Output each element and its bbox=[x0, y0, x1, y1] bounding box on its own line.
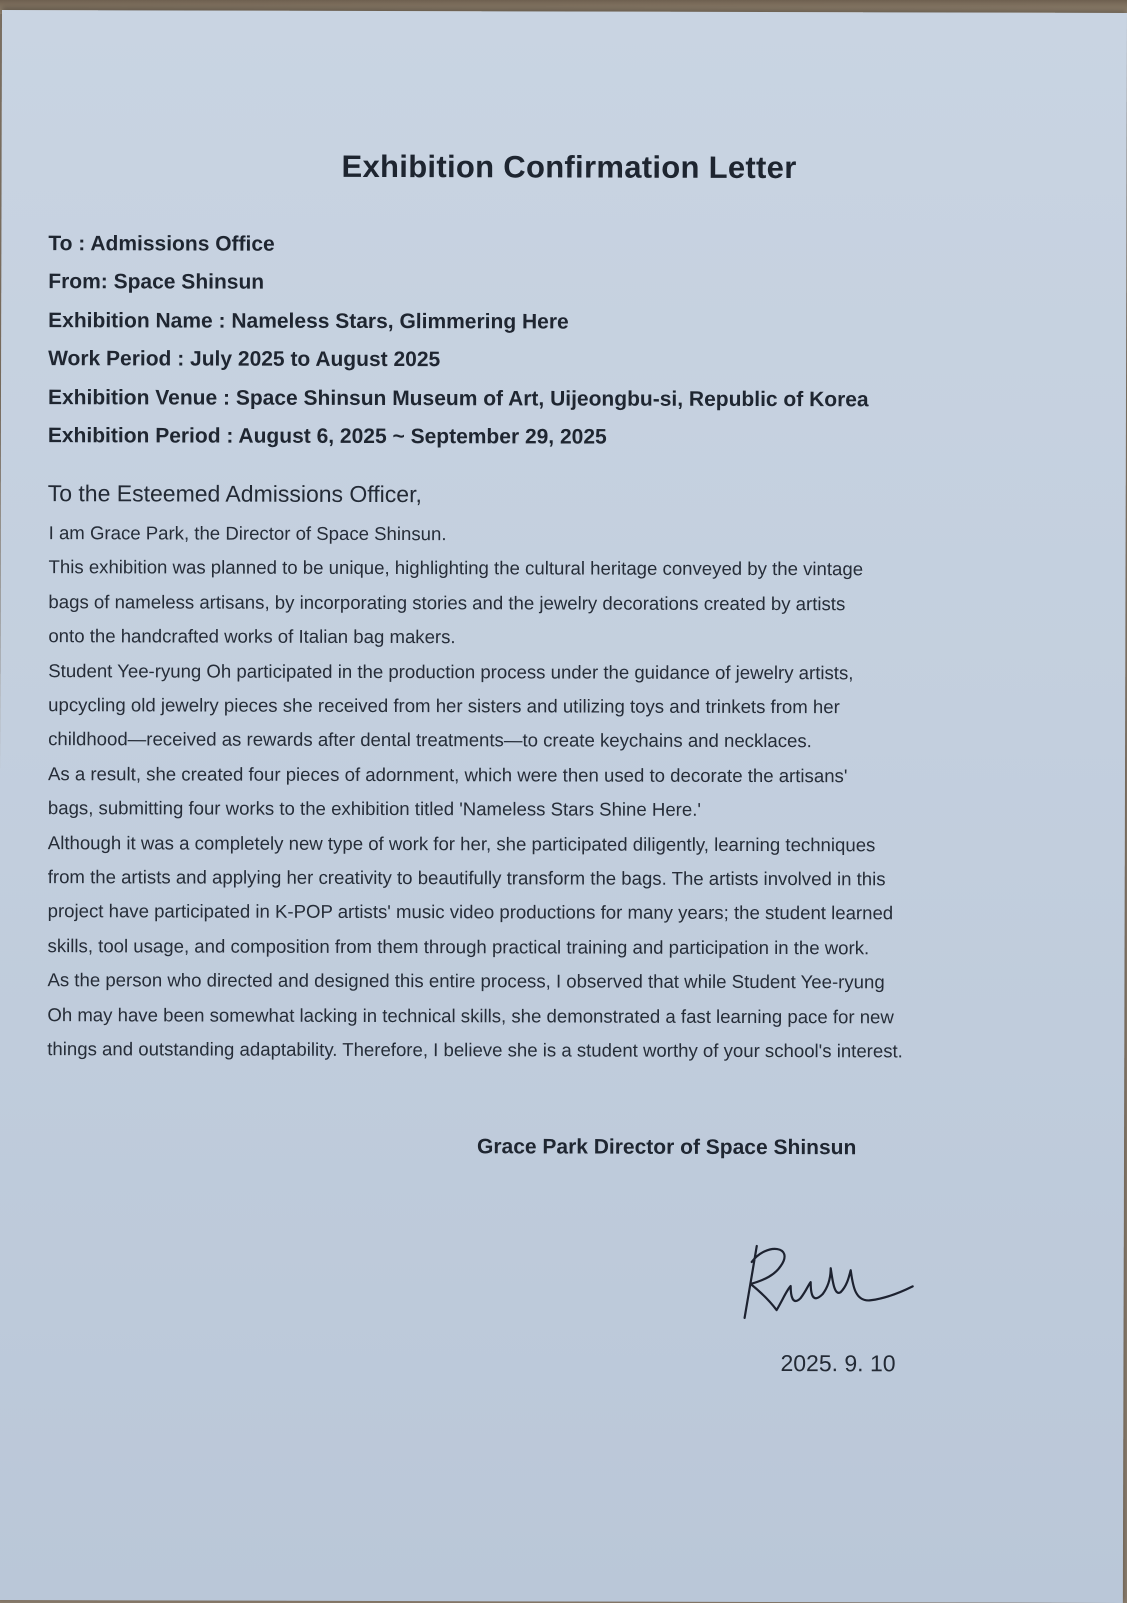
body-line: from the artists and applying her creativity to beautifully transform the bags. The artists involved in this bbox=[47, 866, 886, 890]
exhibition-period-line: Exhibition Period : August 6, 2025 ~ September 29, 2025 bbox=[47, 424, 607, 449]
salutation: To the Esteemed Admissions Officer, bbox=[47, 480, 422, 508]
letter-title: Exhibition Confirmation Letter bbox=[341, 148, 797, 186]
letter-paper bbox=[0, 10, 1127, 1603]
body-line: bags of nameless artisans, by incorporating stories and the jewelry decorations created by artists bbox=[48, 590, 846, 615]
letter-body bbox=[47, 516, 1058, 1069]
body-line: Oh may have been somewhat lacking in technical skills, she demonstrated a fast learning pace for new bbox=[47, 1003, 894, 1028]
body-line: onto the handcrafted works of Italian bag makers. bbox=[48, 625, 456, 648]
signatory-name: Grace Park Director of Space Shinsun bbox=[476, 1135, 857, 1160]
body-line: childhood—received as rewards after dental treatments—to create keychains and necklaces. bbox=[48, 728, 812, 752]
letter-header-info bbox=[48, 225, 869, 458]
signature-date: 2025. 9. 10 bbox=[780, 1350, 896, 1377]
exhibition-name-line: Exhibition Name : Nameless Stars, Glimmering Here bbox=[48, 308, 569, 334]
body-line: upcycling old jewelry pieces she received from her sisters and utilizing toys and trinkets from her bbox=[48, 694, 840, 718]
body-line: I am Grace Park, the Director of Space Shinsun. bbox=[48, 522, 447, 545]
body-line: As a result, she created four pieces of adornment, which were then used to decorate the artisans' bbox=[47, 762, 848, 787]
body-line: As the person who directed and designed this entire process, I observed that while Student Yee-ryung bbox=[47, 969, 885, 993]
body-line: bags, submitting four works to the exhibition titled 'Nameless Stars Shine Here.' bbox=[47, 797, 701, 821]
body-line: project have participated in K-POP artists' music video productions for many years; the student learned bbox=[47, 900, 894, 924]
exhibition-venue-line: Exhibition Venue : Space Shinsun Museum of Art, Uijeongbu-si, Republic of Korea bbox=[47, 385, 869, 411]
body-line: skills, tool usage, and composition from them through practical training and participation in the work. bbox=[47, 934, 870, 959]
from-line: From: Space Shinsun bbox=[48, 270, 265, 295]
body-line: Student Yee-ryung Oh participated in the production process under the guidance of jewelry artists, bbox=[48, 659, 854, 683]
body-line: This exhibition was planned to be unique, highlighting the cultural heritage conveyed by the vintage bbox=[48, 556, 864, 580]
handwritten-signature bbox=[731, 1240, 921, 1340]
to-line: To : Admissions Office bbox=[48, 232, 275, 256]
work-period-line: Work Period : July 2025 to August 2025 bbox=[48, 347, 441, 372]
body-line: things and outstanding adaptability. Therefore, I believe she is a student worthy of your school's interest. bbox=[47, 1038, 903, 1062]
body-line: Although it was a completely new type of work for her, she participated diligently, learning techniques bbox=[47, 831, 876, 855]
